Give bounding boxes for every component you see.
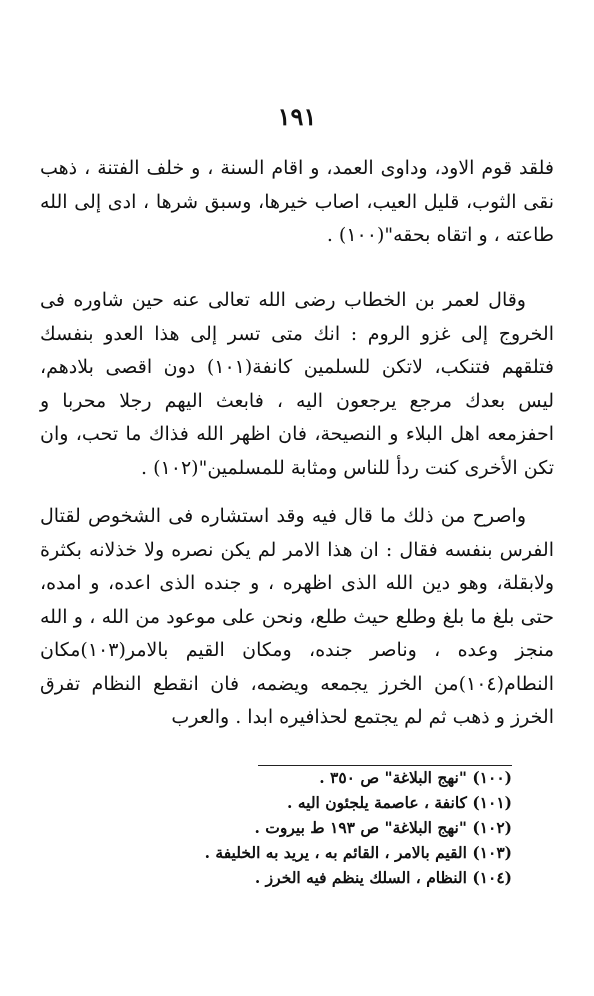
footnote-item: (١٠٤) النظام ، السلك ينظم فيه الخرز .	[254, 868, 512, 887]
body-paragraph-3	[40, 500, 554, 735]
body-paragraph-2	[40, 284, 554, 485]
paragraph-text: فلقد قوم الاود، وداوى العمد، و اقام السنة ، و خلف الفتنة ، ذهب نقى الثوب، قليل العيب، اصاب خيرها، وسبق شرها ، ادى إلى الله طاعته ، و اتقاه بحقه"(١٠٠) .	[40, 157, 554, 246]
footnote-item: (١٠٠) "نهج البلاغة" ص ٣٥٠ .	[319, 768, 512, 787]
footnote-item: (١٠٢) "نهج البلاغة" ص ١٩٣ ط بيروت .	[254, 818, 512, 837]
footnotes-list	[132, 765, 512, 890]
page-number: ١٩١	[277, 102, 317, 131]
footnote-item: (١٠٣) القيم بالامر ، القائم به ، يريد به الخليفة .	[204, 843, 512, 862]
paragraph-text: واصرح من ذلك ما قال فيه وقد استشاره فى الشخوص لقتال الفرس بنفسه فقال : ان هذا الامر لم يكن نصره ولا خذلانه بكثرة ولابقلة، وهو دين الله الذى اظهره ، و جنده الذى اعده، و امده، حتى بلغ ما بلغ وطلع حيث طلع، ونحن على موعود من الله ، و الله منجز وعده ، وناصر جنده، ومكان القيم بالامر(١٠٣)مكان النطام(١٠٤)من الخرز يجمعه ويضمه، فان انقطع النظام تفرق الخرز و ذهب ثم لم يجتمع لحذافيره ابدا . والعرب	[40, 505, 554, 728]
paragraph-text: وقال لعمر بن الخطاب رضى الله تعالى عنه حين شاوره فى الخروج إلى غزو الروم : انك متى تسر إلى هذا العدو بنفسك فتلقهم فتنكب، لاتكن للسلمين كانفة(١٠١) دون اقصى بلادهم، ليس بعدك مرجع يرجعون اليه ، فابعث اليهم رجلا محربا و احفزمعه اهل البلاء و النصيحة، فان اظهر الله فذاك ما تحب، وان تكن الأخرى كنت ردأ للناس ومثابة للمسلمين"(١٠٢) .	[40, 289, 554, 479]
footnote-item: (١٠١) كانفة ، عاصمة يلجئون اليه .	[287, 793, 512, 812]
body-paragraph-1	[40, 152, 554, 253]
